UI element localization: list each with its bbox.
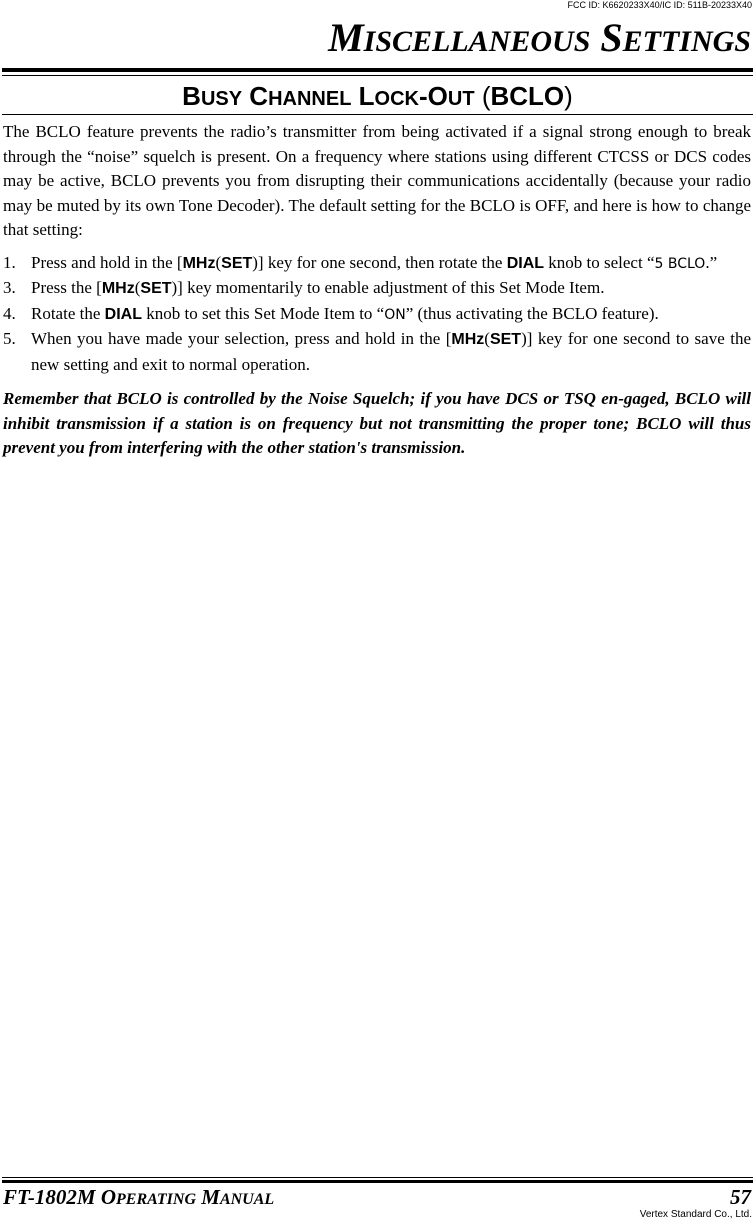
key-label: DIAL	[104, 305, 142, 323]
model-name: FT-1802M	[3, 1185, 96, 1209]
title-cap: M	[328, 15, 364, 60]
key-label: MHz	[451, 331, 485, 348]
step-text: ” (thus activating the BCLO feature).	[405, 303, 659, 323]
key-label: SET	[221, 254, 253, 272]
footer-text: ANUAL	[219, 1191, 275, 1208]
title-text: ISCELLANEOUS	[363, 25, 591, 58]
fcc-id-label: FCC ID: K6620233X40/IC ID: 511B-20233X40	[567, 0, 752, 10]
intro-paragraph: The BCLO feature prevents the radio’s transmitter from being activated if a signal strong enough to break through the “noise” squelch is present. On a frequency where stations using different CTCSS or DCS codes may be active, BCLO prevents you from disrupting their communications accidentally (because your radio may be muted by its own Tone Decoder). The default setting for the BCLO is OFF, and here is how to change that setting:	[3, 122, 751, 239]
section-hyphen: -	[419, 81, 428, 111]
section-abbr: BCLO	[490, 81, 565, 111]
step-text: .”	[705, 252, 718, 272]
title-text: ETTINGS	[622, 25, 751, 58]
steps-list	[3, 251, 751, 378]
body-text	[3, 120, 751, 461]
section-text: OCK	[374, 88, 419, 110]
step-text: Press and hold in the [	[31, 252, 183, 272]
page-number: 57	[730, 1185, 751, 1209]
lcd-text: ON	[384, 306, 406, 323]
section-text: USY	[200, 88, 243, 110]
section-rule	[2, 114, 753, 115]
step-text: knob to select “	[544, 252, 655, 272]
step-text: )] key momentarily to enable adjustment of this Set Mode Item.	[171, 278, 605, 297]
footer-rule	[2, 1180, 753, 1183]
section-text: HANNEL	[268, 88, 352, 110]
step-text: knob to set this Set Mode Item to “	[141, 303, 385, 323]
title-rule	[2, 68, 753, 72]
step-item	[3, 327, 751, 377]
step-text: (	[134, 278, 141, 297]
title-cap: S	[600, 15, 623, 60]
note-paragraph: Remember that BCLO is controlled by the Noise Squelch; if you have DCS or TSQ en-gaged, BCLO will inhibit transmission if a station is on frequency but not transmitting the proper tone; BCLO will thus prevent you from interfering with the other station's transmission.	[3, 389, 751, 457]
step-number: 3.	[3, 278, 16, 297]
step-text: Press the [	[31, 278, 102, 297]
lcd-text: 5 BCLO	[654, 255, 706, 272]
footer-text: PERATING	[116, 1191, 197, 1208]
title-rule-thin	[2, 75, 753, 76]
step-item	[3, 302, 751, 328]
section-paren: (	[481, 81, 491, 111]
step-text: Rotate the	[31, 303, 105, 323]
manual-title	[3, 1184, 274, 1213]
footer-cap: M	[201, 1185, 220, 1209]
section-cap: C	[249, 81, 269, 111]
step-text: )] key for one second, then rotate the	[252, 252, 507, 272]
key-label: MHz	[101, 280, 135, 297]
step-number: 4.	[3, 303, 16, 323]
vendor-label: Vertex Standard Co., Ltd.	[639, 1209, 752, 1220]
key-label: SET	[489, 331, 522, 348]
footer-cap: O	[100, 1185, 116, 1209]
step-number: 5.	[3, 329, 16, 348]
key-label: SET	[140, 280, 172, 297]
step-number: 1.	[3, 252, 16, 272]
section-cap: B	[182, 81, 201, 111]
step-item	[3, 276, 751, 302]
key-label: MHz	[182, 254, 216, 272]
section-heading	[0, 80, 755, 115]
section-cap: O	[427, 81, 448, 111]
page-title	[328, 14, 751, 66]
step-text: (	[484, 329, 490, 348]
key-label: DIAL	[506, 254, 545, 272]
section-paren: )	[564, 81, 573, 111]
step-text: (	[215, 252, 222, 272]
step-text: )] key for one second to save the new setting and exit to normal operation.	[31, 329, 752, 374]
footer-rule-thin	[2, 1177, 753, 1178]
section-text: UT	[447, 88, 475, 110]
section-cap: L	[358, 81, 375, 111]
step-item	[3, 251, 751, 277]
step-text: When you have made your selection, press and hold in the [	[31, 329, 452, 348]
